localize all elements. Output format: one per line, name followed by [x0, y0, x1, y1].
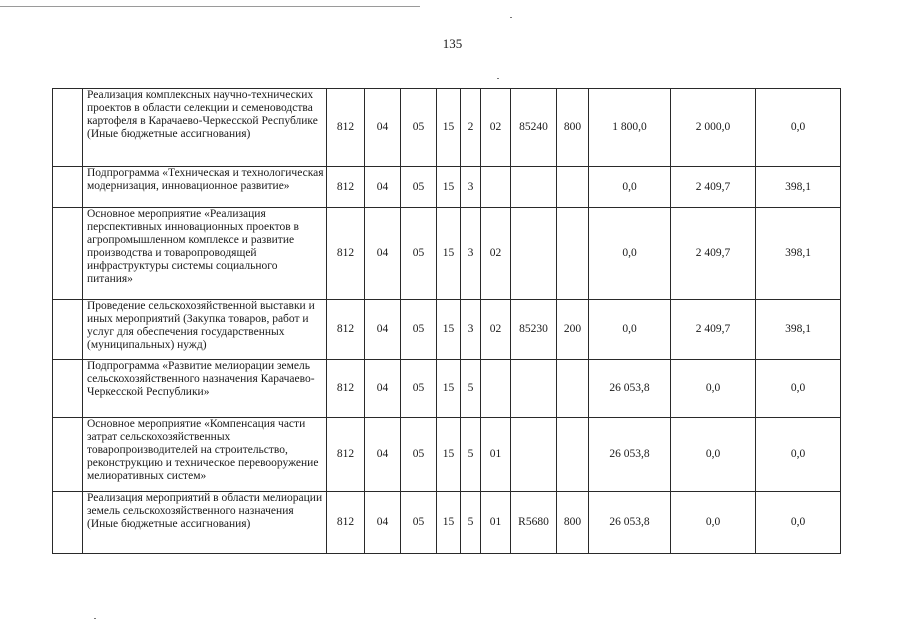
amount-year-3-cell: 398,1	[756, 208, 841, 300]
activity-code-cell: 02	[481, 208, 511, 300]
row-number-cell	[53, 167, 83, 208]
direction-code-cell: 85230	[511, 300, 557, 360]
section-code-cell: 04	[365, 360, 401, 418]
amount-year-1-cell: 0,0	[589, 208, 671, 300]
subprogram-code-cell: 3	[461, 167, 481, 208]
program-code-cell: 15	[437, 360, 461, 418]
amount-year-2-cell: 0,0	[671, 492, 756, 554]
table-row	[53, 492, 841, 554]
amount-year-2-cell: 2 000,0	[671, 89, 756, 167]
direction-code-cell: R5680	[511, 492, 557, 554]
program-code-cell: 15	[437, 300, 461, 360]
section-code-cell: 04	[365, 492, 401, 554]
ministry-code-cell: 812	[327, 167, 365, 208]
subsection-code-cell: 05	[401, 418, 437, 492]
activity-code-cell: 02	[481, 300, 511, 360]
table-row	[53, 167, 841, 208]
activity-code-cell	[481, 360, 511, 418]
activity-code-cell: 01	[481, 418, 511, 492]
subprogram-code-cell: 5	[461, 418, 481, 492]
section-code-cell: 04	[365, 89, 401, 167]
scan-speck	[510, 17, 512, 18]
ministry-code-cell: 812	[327, 360, 365, 418]
expense-type-cell	[557, 208, 589, 300]
row-number-cell	[53, 492, 83, 554]
subprogram-code-cell: 3	[461, 208, 481, 300]
expense-type-cell: 800	[557, 492, 589, 554]
amount-year-3-cell: 398,1	[756, 167, 841, 208]
amount-year-1-cell: 26 053,8	[589, 360, 671, 418]
subprogram-code-cell: 5	[461, 360, 481, 418]
ministry-code-cell: 812	[327, 300, 365, 360]
amount-year-1-cell: 26 053,8	[589, 492, 671, 554]
subsection-code-cell: 05	[401, 208, 437, 300]
program-code-cell: 15	[437, 418, 461, 492]
amount-year-3-cell: 0,0	[756, 492, 841, 554]
ministry-code-cell: 812	[327, 418, 365, 492]
row-name-cell: Подпрограмма «Развитие мелиорации земель сельскохозяйственного назначения Карачаево-Черкесской Республики»	[83, 360, 327, 418]
activity-code-cell	[481, 167, 511, 208]
direction-code-cell	[511, 167, 557, 208]
amount-year-2-cell: 2 409,7	[671, 167, 756, 208]
amount-year-1-cell: 0,0	[589, 167, 671, 208]
row-number-cell	[53, 208, 83, 300]
subsection-code-cell: 05	[401, 492, 437, 554]
program-code-cell: 15	[437, 208, 461, 300]
amount-year-3-cell: 398,1	[756, 300, 841, 360]
table-row	[53, 360, 841, 418]
table-row	[53, 418, 841, 492]
expense-type-cell	[557, 167, 589, 208]
amount-year-1-cell: 0,0	[589, 300, 671, 360]
subsection-code-cell: 05	[401, 300, 437, 360]
scan-speck	[94, 618, 96, 619]
scan-edge-line	[0, 6, 420, 7]
subsection-code-cell: 05	[401, 167, 437, 208]
scan-speck	[497, 78, 499, 79]
row-number-cell	[53, 300, 83, 360]
amount-year-2-cell: 2 409,7	[671, 300, 756, 360]
direction-code-cell	[511, 360, 557, 418]
ministry-code-cell: 812	[327, 492, 365, 554]
activity-code-cell: 01	[481, 492, 511, 554]
section-code-cell: 04	[365, 300, 401, 360]
ministry-code-cell: 812	[327, 208, 365, 300]
ministry-code-cell: 812	[327, 89, 365, 167]
row-name-cell: Основное мероприятие «Компенсация части затрат сельскохозяйственных товаропроизводителей на строительство, реконструкцию и техническое перевооружение мелиоративных систем»	[83, 418, 327, 492]
section-code-cell: 04	[365, 208, 401, 300]
subprogram-code-cell: 5	[461, 492, 481, 554]
table-row	[53, 89, 841, 167]
subsection-code-cell: 05	[401, 360, 437, 418]
program-code-cell: 15	[437, 492, 461, 554]
amount-year-1-cell: 26 053,8	[589, 418, 671, 492]
subsection-code-cell: 05	[401, 89, 437, 167]
row-number-cell	[53, 418, 83, 492]
amount-year-2-cell: 2 409,7	[671, 208, 756, 300]
subprogram-code-cell: 2	[461, 89, 481, 167]
row-name-cell: Реализация мероприятий в области мелиорации земель сельскохозяйственного назначения (Иные бюджетные ассигнования)	[83, 492, 327, 554]
amount-year-3-cell: 0,0	[756, 418, 841, 492]
expense-type-cell: 200	[557, 300, 589, 360]
budget-table	[52, 88, 841, 554]
row-number-cell	[53, 360, 83, 418]
expense-type-cell	[557, 360, 589, 418]
activity-code-cell: 02	[481, 89, 511, 167]
row-name-cell: Проведение сельскохозяйственной выставки и иных мероприятий (Закупка товаров, работ и услуг для обеспечения государственных (муниципальных) нужд)	[83, 300, 327, 360]
expense-type-cell: 800	[557, 89, 589, 167]
subprogram-code-cell: 3	[461, 300, 481, 360]
expense-type-cell	[557, 418, 589, 492]
row-name-cell: Подпрограмма «Техническая и технологическая модернизация, инновационное развитие»	[83, 167, 327, 208]
program-code-cell: 15	[437, 167, 461, 208]
row-number-cell	[53, 89, 83, 167]
table-row	[53, 300, 841, 360]
direction-code-cell	[511, 418, 557, 492]
section-code-cell: 04	[365, 418, 401, 492]
budget-table-body	[53, 89, 841, 554]
row-name-cell: Реализация комплексных научно-технических проектов в области селекции и семеноводства картофеля в Карачаево-Черкесской Республике (Иные бюджетные ассигнования)	[83, 89, 327, 167]
page-number: 135	[442, 36, 463, 51]
program-code-cell: 15	[437, 89, 461, 167]
row-name-cell: Основное мероприятие «Реализация перспективных инновационных проектов в агропромышленном комплексе и развитие производства и товаропроводящей инфраструктуры системы социального питания»	[83, 208, 327, 300]
amount-year-3-cell: 0,0	[756, 89, 841, 167]
direction-code-cell	[511, 208, 557, 300]
section-code-cell: 04	[365, 167, 401, 208]
amount-year-1-cell: 1 800,0	[589, 89, 671, 167]
table-row	[53, 208, 841, 300]
direction-code-cell: 85240	[511, 89, 557, 167]
amount-year-3-cell: 0,0	[756, 360, 841, 418]
amount-year-2-cell: 0,0	[671, 418, 756, 492]
amount-year-2-cell: 0,0	[671, 360, 756, 418]
